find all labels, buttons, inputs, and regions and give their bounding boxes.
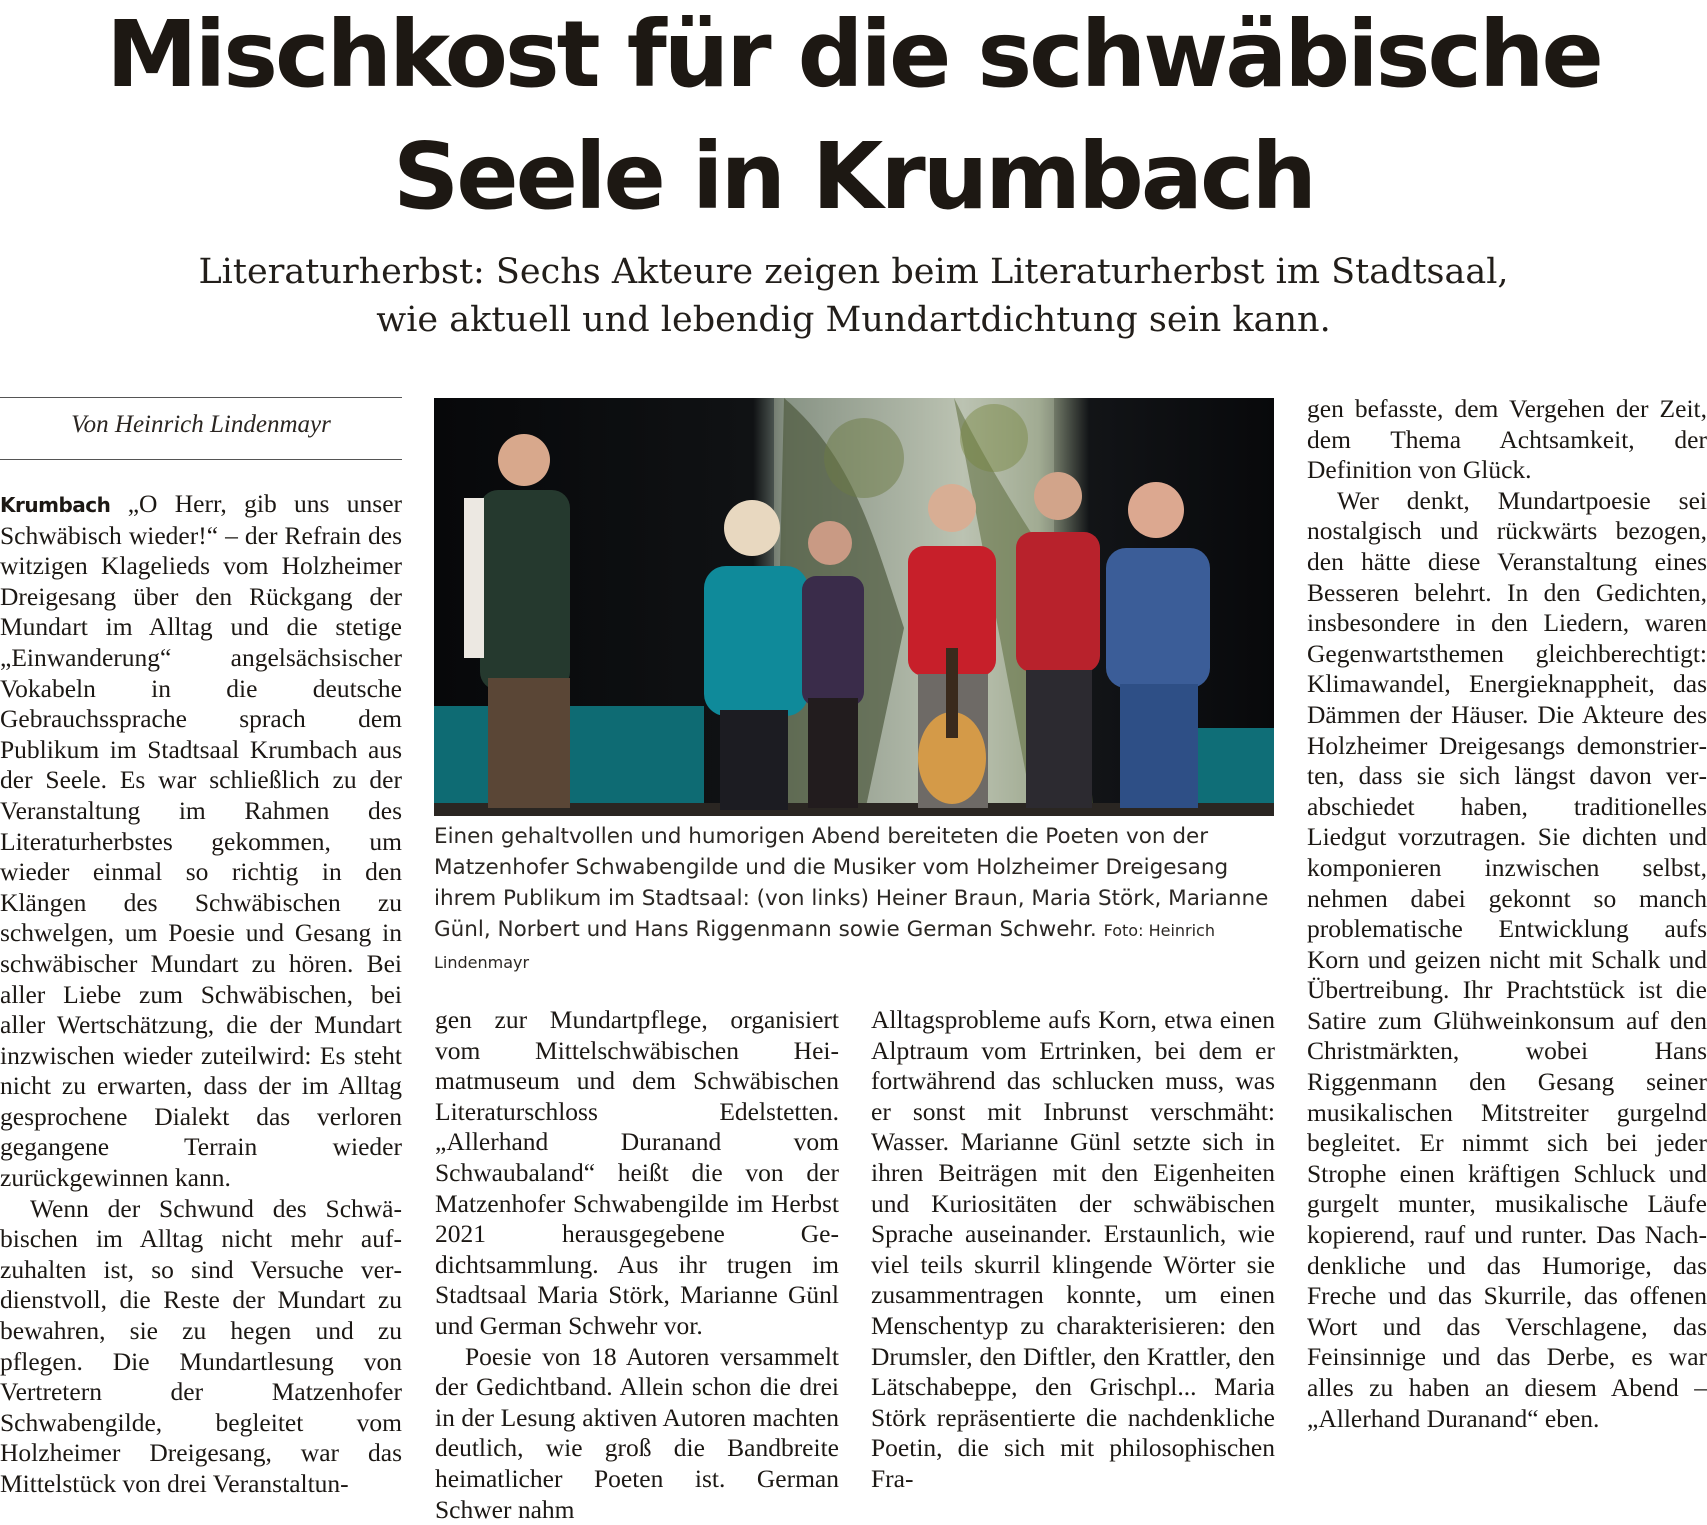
article-paragraph-1: [0, 489, 402, 1194]
article-paragraph-3: Poesie von 18 Autoren versammelt der Gedichtband. Allein schon die drei in der Lesung aktiven Autoren machten deutlich, wie groß die Bandbreite heimatlicher Poeten ist. German Schwer nahm: [435, 1341, 839, 1524]
article-photo: [434, 398, 1274, 816]
photo-credit: Foto: Heinrich Lindenmayr: [434, 921, 1215, 972]
byline: Von Heinrich Lindenmayr: [71, 411, 331, 438]
byline-rule-top: [0, 397, 402, 398]
photo-caption: [434, 821, 1274, 978]
caption-text: Einen gehaltvollen und humorigen Abend bereiteten die Poeten von der Matzenhofer Schwabengilde und die Musiker vom Holzheimer Dreigesang ihrem Publikum im Stadtsaal: (von links) Heiner Braun, Maria Störk, Marianne Günl, Norbert und Hans Riggenmann sowie German Schwehr.: [434, 824, 1269, 942]
subheadline: [0, 248, 1707, 344]
photo-illustration: [434, 398, 1274, 816]
headline: [0, 0, 1707, 238]
article-paragraph-3-continued: Alltagsprobleme aufs Korn, etwa einen Alptraum vom Ertrinken, bei dem er fortwährend das schlucken muss, was er sonst mit Inbrunst verschmäht: Wasser. Marianne Günl setzte sich in ihren Beiträgen mit den Eigenheiten und Kuriositäten der schwäbischen Sprache auseinander. Erstaunlich, wie viel teils skurril klingende Wörter sie zusammentragen konnte, um einen Menschentyp zu charakterisieren: den Drumsler, den Diftler, den Krattler, den Lätschabeppe, den Grischpl... Maria Störk repräsentierte die nachdenkliche Poetin, die sich mit philosophischen Fra-: [871, 1005, 1275, 1493]
article-paragraph-2: Wenn der Schwund des Schwäbischen im Alltag nicht mehr aufzuhalten ist, so sind Versuche verdienstvoll, die Reste der Mundart zu bewahren, sie zu hegen und zu pflegen. Die Mundartlesung von Vertretern der Matzenhofer Schwabengilde, begleitet vom Holzheimer Dreigesang, war das Mittelstück von drei Veranstaltun-: [0, 1193, 402, 1498]
dateline: Krumbach: [0, 493, 111, 517]
article-column-3: [871, 1005, 1275, 1495]
article-paragraph-2-continued: gen zur Mundartpflege, organisiert vom Mittelschwäbischen Heimatmuseum und dem Schwäbischen Literaturschloss Edelstetten. „Allerhand Duranand vom Schwaubaland“ heißt die von der Matzenhofer Schwabengilde im Herbst 2021 herausgegebene Gedichtsammlung. Aus ihr trugen im Stadtsaal Maria Störk, Marianne Günl und German Schwehr vor.: [435, 1005, 839, 1340]
subheadline-line-1: Literaturherbst: Sechs Akteure zeigen beim Literaturherbst im Stadtsaal,: [198, 252, 1509, 292]
article-paragraph-3-end: gen befasste, dem Vergehen der Zeit, dem Thema Achtsamkeit, der Definition von Glück.: [1307, 394, 1707, 485]
headline-line-1: Mischkost für die schwäbische: [106, 1, 1601, 108]
article-column-4: [1307, 394, 1707, 1434]
article-paragraph-4: Wer denkt, Mundartpoesie sei nostalgisch und rückwärts bezogen, den hätte diese Veranstaltung eines Besseren belehrt. In den Gedichten, insbesondere in den Liedern, waren Gegenwartsthemen gleichberechtigt: Klimawandel, Energieknappheit, das Dämmen der Häuser. Die Akteure des Holzheimer Dreigesangs demonstrierten, dass sie sich längst davon verabschiedet haben, traditionelles Liedgut vorzutragen. Sie dichten und komponieren inzwischen selbst, nehmen dabei gekonnt so manch problematische Entwicklung aufs Korn und geizen nicht mit Schalk und Übertreibung. Ihr Prachtstück ist die Satire zum Glühweinkonsum auf den Christmärkten, wobei Hans Riggenmann den Gesang seiner musikalischen Mitstreiter gurgelnd begleitet. Er nimmt sich bei jeder Strophe einen kräftigen Schluck und gurgelt munter, musikalische Läufe kopierend, rauf und runter. Das Nachdenkliche und das Humorige, das Freche und das Skurrile, das offenen Wort und das Verschlagene, das Feinsinnige und das Derbe, es war alles zu haben an diesem Abend – „Allerhand Duranand“ eben.: [1307, 485, 1707, 1433]
article-column-1: [0, 489, 402, 1500]
headline-line-2: Seele in Krumbach: [392, 123, 1315, 230]
article-column-2: [435, 1005, 839, 1525]
byline-rule-bottom: [0, 459, 402, 460]
subheadline-line-2: wie aktuell und lebendig Mundartdichtung sein kann.: [376, 300, 1331, 340]
paragraph-1-text: „O Herr, gib uns unser Schwäbisch wieder!“ – der Refrain des witzigen Klagelieds vom Holzheimer Dreigesang über den Rückgang der Mundart im Alltag und die stetige „Einwanderung“ angelsächsischer Vokabeln in die deutsche Gebrauchssprache sprach dem Publikum im Stadtsaal Krumbach aus der Seele. Es war schließlich zu der Veranstaltung im Rahmen des Literaturherbstes gekommen, um wieder einmal so richtig in den Klängen des Schwäbischen zu schwelgen, um Poesie und Gesang in schwäbischer Mundart zu hören. Bei aller Liebe zum Schwäbischen, bei aller Wertschätzung, die der Mundart inzwischen wieder zuteilwird: Es steht nicht zu erwarten, dass der im Alltag gesprochene Dialekt das verloren gegangene Terrain wieder zurückgewinnen kann.: [0, 489, 403, 1193]
